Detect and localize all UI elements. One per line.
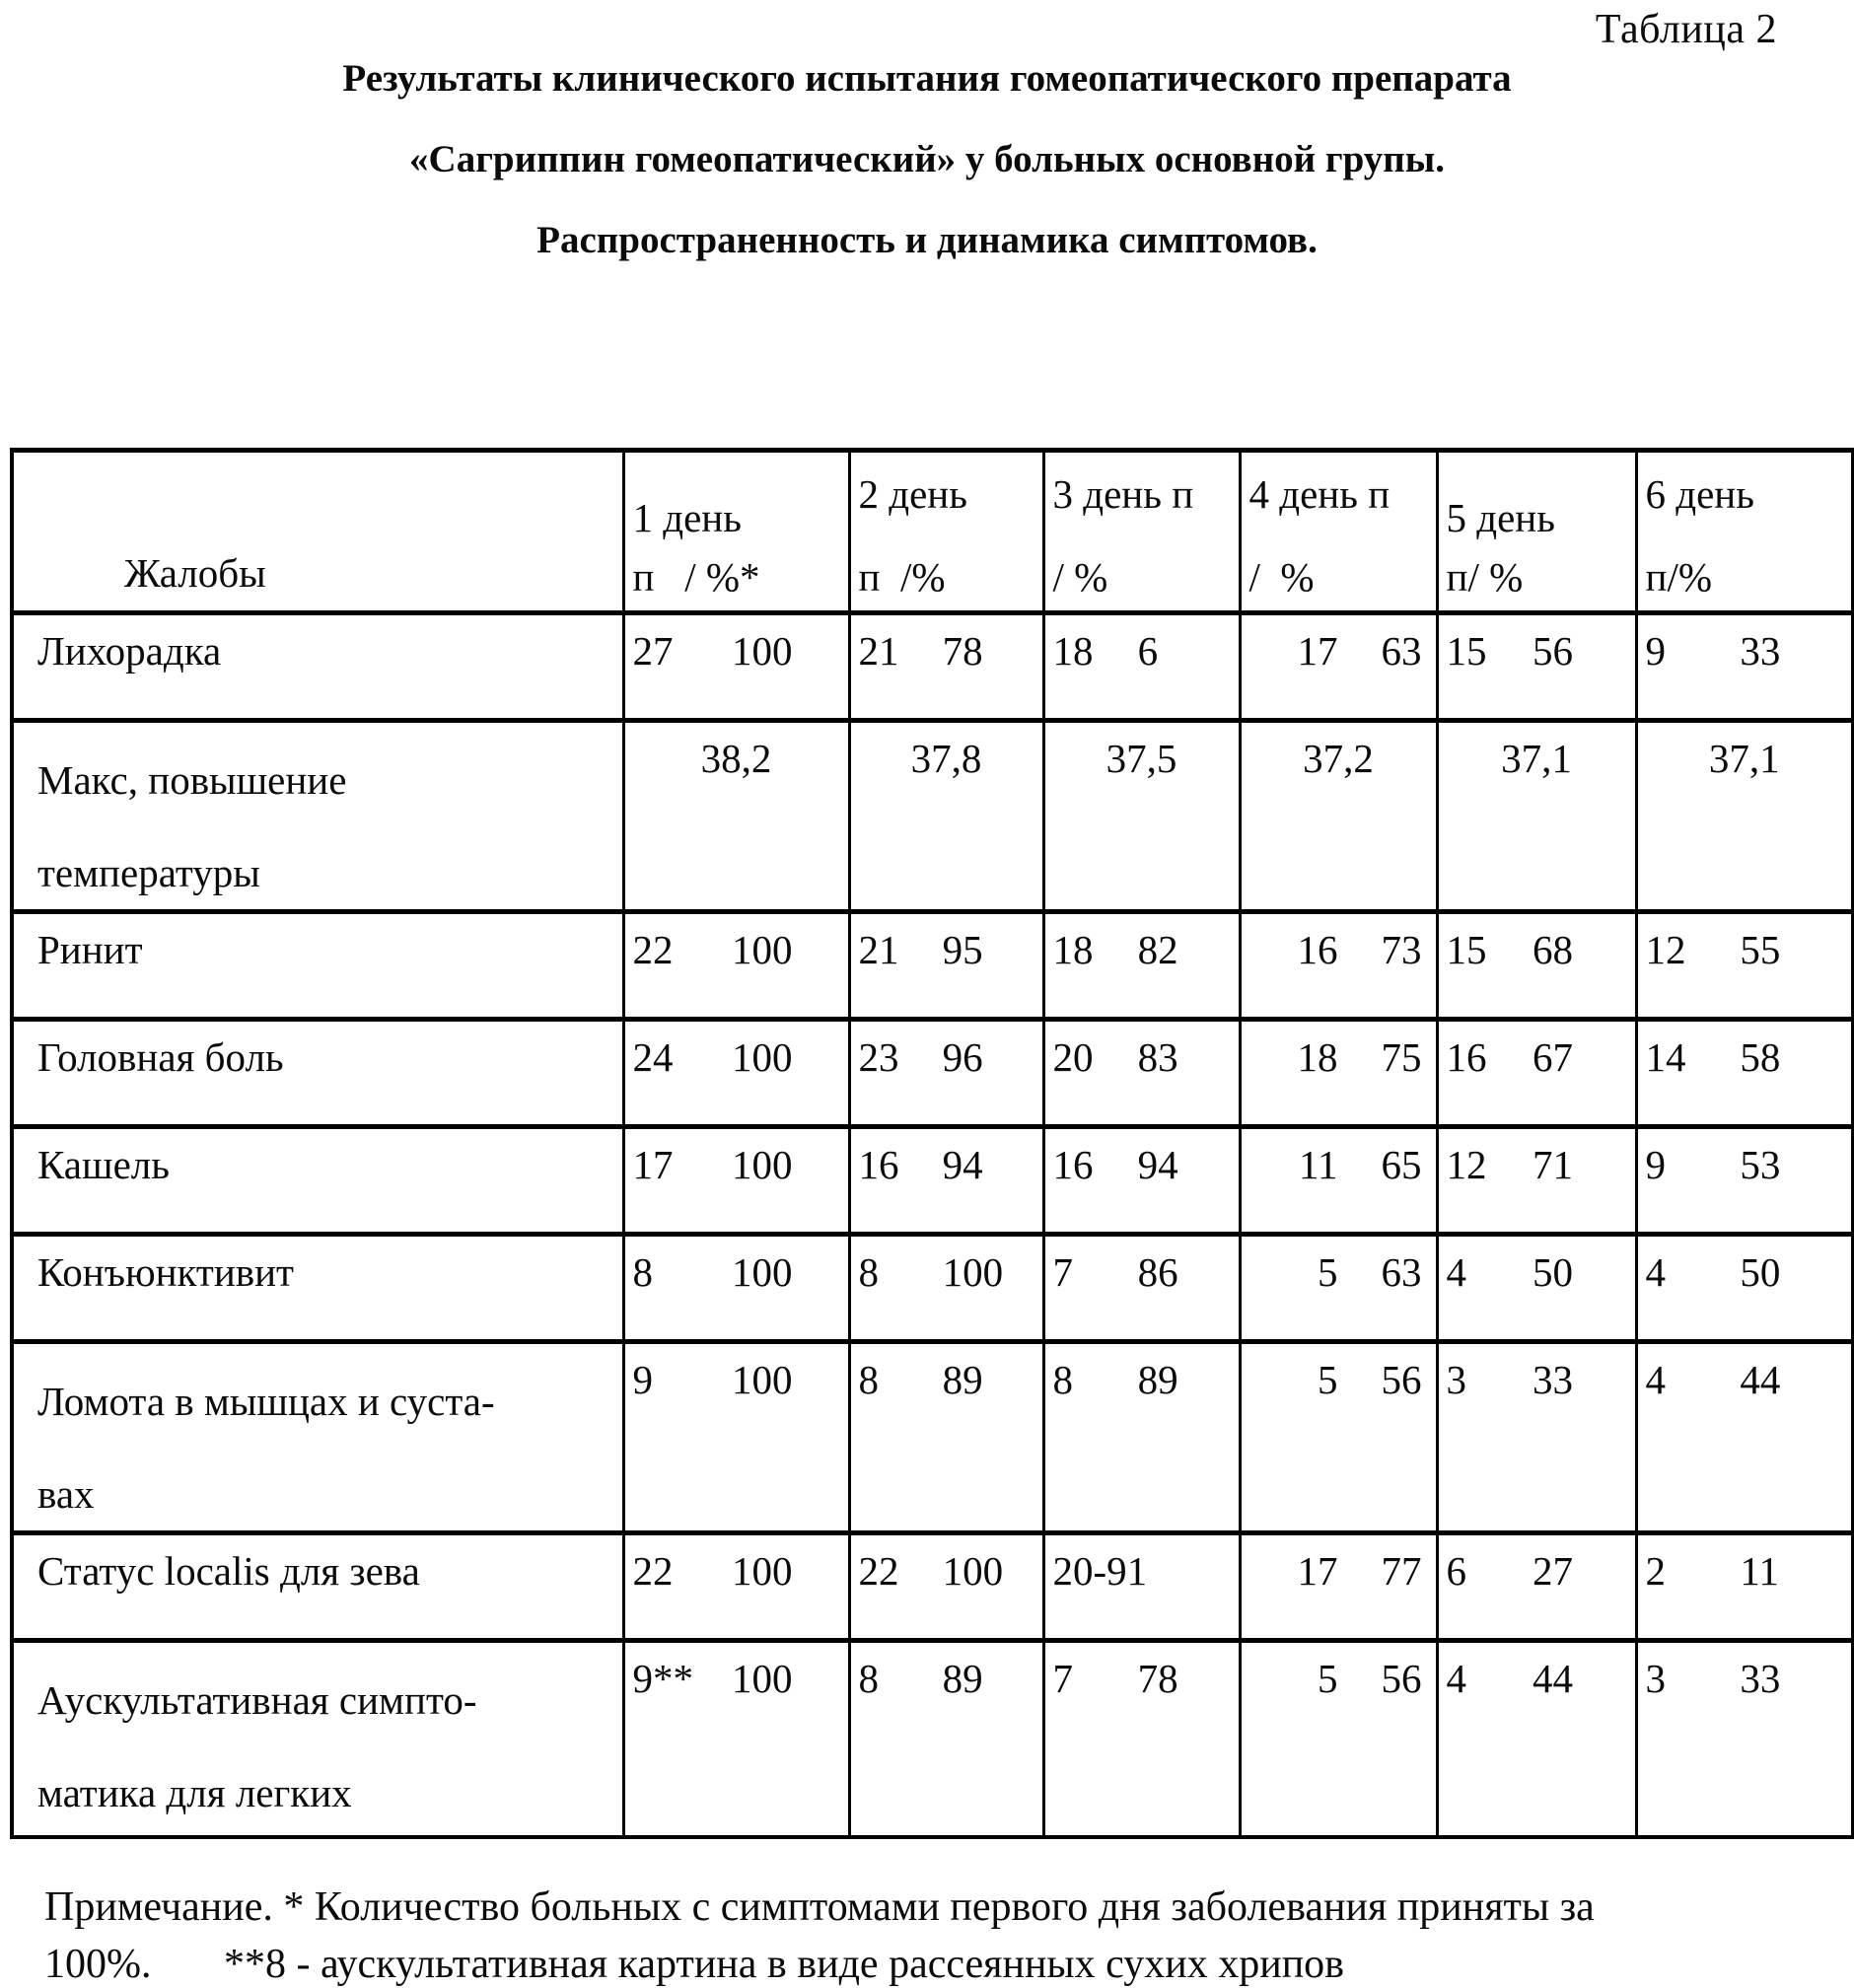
- day-header-5-title: 5 день: [1446, 495, 1555, 540]
- cell-percent: 67: [1533, 1034, 1574, 1080]
- row-label: [12, 613, 623, 721]
- table-row: [12, 1342, 1853, 1533]
- cell-day-4: [1240, 721, 1437, 912]
- cell-percent: 100: [731, 1548, 793, 1594]
- row-label-line: температуры: [37, 850, 260, 895]
- cell-percent: 89: [942, 1357, 983, 1402]
- cell-percent: 73: [1381, 927, 1422, 972]
- cell-day-1: [623, 721, 849, 912]
- cell-percent: 11: [1740, 1548, 1779, 1594]
- cell-day-1: [623, 1235, 849, 1342]
- cell-count: 3: [1446, 1357, 1466, 1402]
- cell-percent: 83: [1137, 1034, 1178, 1080]
- cell-count: 7: [1052, 1249, 1073, 1295]
- title-line-1: Результаты клинического испытания гомеопатического препарата: [342, 57, 1512, 100]
- cell-day-6: [1636, 912, 1853, 1020]
- cell-percent: 33: [1740, 628, 1781, 674]
- day-header-5-units: п/ %: [1446, 554, 1524, 600]
- cell-percent: 63: [1381, 1249, 1422, 1295]
- cell-count: 22: [632, 927, 674, 972]
- cell-count: 18: [1052, 628, 1094, 674]
- cell-value: 38,2: [700, 736, 772, 781]
- cell-day-2: [849, 1533, 1043, 1641]
- table-row: [12, 1127, 1853, 1235]
- cell-count: 16: [1297, 927, 1338, 972]
- cell-day-4: [1240, 1533, 1437, 1641]
- cell-count: 17: [1297, 1548, 1338, 1594]
- cell-percent: 100: [731, 1034, 793, 1080]
- cell-count: 15: [1446, 927, 1487, 972]
- cell-count: 6: [1446, 1548, 1466, 1594]
- cell-percent: 94: [942, 1142, 983, 1187]
- cell-count: 8: [858, 1656, 879, 1701]
- cell-percent: 56: [1381, 1357, 1422, 1402]
- cell-day-3: [1043, 721, 1240, 912]
- day-header-3-units: / %: [1052, 554, 1108, 600]
- cell-day-6: [1636, 1533, 1853, 1641]
- cell-count: 16: [1446, 1034, 1487, 1080]
- cell-count: 17: [632, 1142, 674, 1187]
- cell-count: 20-91: [1052, 1548, 1148, 1594]
- cell-percent: 86: [1137, 1249, 1178, 1295]
- row-label-line: Ломота в мышцах и суста-: [37, 1379, 495, 1424]
- cell-percent: 27: [1533, 1548, 1574, 1594]
- cell-percent: 56: [1381, 1656, 1422, 1701]
- cell-day-4: [1240, 613, 1437, 721]
- cell-day-3: [1043, 1533, 1240, 1641]
- cell-count: 18: [1297, 1034, 1338, 1080]
- row-label-line: Аускультативная симпто-: [37, 1677, 477, 1723]
- cell-day-5: [1437, 1641, 1636, 1837]
- row-label-line: Статус localis для зева: [37, 1548, 420, 1594]
- cell-count: 5: [1318, 1249, 1338, 1295]
- cell-count: 17: [1297, 628, 1338, 674]
- cell-percent: 44: [1533, 1656, 1574, 1701]
- cell-day-3: [1043, 613, 1240, 721]
- table-row: [12, 613, 1853, 721]
- cell-day-1: [623, 1342, 849, 1533]
- cell-count: 22: [858, 1548, 899, 1594]
- cell-count: 4: [1446, 1249, 1466, 1295]
- cell-day-1: [623, 1533, 849, 1641]
- cell-day-4: [1240, 1020, 1437, 1127]
- cell-day-3: [1043, 1020, 1240, 1127]
- cell-day-6: [1636, 1127, 1853, 1235]
- row-label-line: вах: [37, 1471, 95, 1517]
- cell-day-2: [849, 1235, 1043, 1342]
- cell-value: 37,5: [1105, 736, 1177, 781]
- cell-value: 37,8: [910, 736, 982, 781]
- cell-count: 24: [632, 1034, 674, 1080]
- cell-day-3: [1043, 912, 1240, 1020]
- cell-day-1: [623, 1020, 849, 1127]
- cell-count: 9: [1645, 1142, 1666, 1187]
- cell-day-2: [849, 1020, 1043, 1127]
- day-header-6-units: п/%: [1645, 554, 1712, 600]
- cell-count: 16: [858, 1142, 899, 1187]
- cell-day-1: [623, 613, 849, 721]
- cell-percent: 100: [731, 1357, 793, 1402]
- day-header-1-title: 1 день: [632, 495, 742, 540]
- cell-day-1: [623, 1641, 849, 1837]
- cell-count: 3: [1645, 1656, 1666, 1701]
- cell-day-6: [1636, 721, 1853, 912]
- row-label-line: матика для легких: [37, 1770, 352, 1815]
- row-label: [12, 1020, 623, 1127]
- cell-percent: 96: [942, 1034, 983, 1080]
- cell-percent: 95: [942, 927, 983, 972]
- cell-percent: 100: [731, 1656, 793, 1701]
- day-header-2: [849, 451, 1043, 613]
- row-label: [12, 1235, 623, 1342]
- cell-percent: 78: [1137, 1656, 1178, 1701]
- table-row: [12, 721, 1853, 912]
- footnote-line-1: Примечание. * Количество больных с симптомами первого дня заболевания приняты за: [44, 1884, 1595, 1930]
- cell-percent: 33: [1740, 1656, 1781, 1701]
- row-label: [12, 1533, 623, 1641]
- day-header-5: [1437, 451, 1636, 613]
- cell-day-5: [1437, 721, 1636, 912]
- cell-day-1: [623, 912, 849, 1020]
- table-row: [12, 912, 1853, 1020]
- day-header-3-title: 3 день п: [1052, 471, 1194, 517]
- cell-count: 7: [1052, 1656, 1073, 1701]
- cell-count: 8: [858, 1357, 879, 1402]
- cell-count: 20: [1052, 1034, 1094, 1080]
- cell-percent: 58: [1740, 1034, 1781, 1080]
- footnote-line-2: 100%. **8 - аускультативная картина в виде рассеянных сухих хрипов: [44, 1942, 1344, 1987]
- cell-percent: 100: [731, 927, 793, 972]
- day-header-6-title: 6 день: [1645, 471, 1754, 517]
- row-label-line: Кашель: [37, 1142, 170, 1187]
- cell-percent: 33: [1533, 1357, 1574, 1402]
- cell-day-6: [1636, 613, 1853, 721]
- cell-percent: 94: [1137, 1142, 1178, 1187]
- cell-count: 8: [1052, 1357, 1073, 1402]
- cell-day-5: [1437, 1342, 1636, 1533]
- cell-percent: 100: [731, 628, 793, 674]
- cell-percent: 100: [731, 1142, 793, 1187]
- cell-day-6: [1636, 1020, 1853, 1127]
- cell-value: 37,1: [1708, 736, 1780, 781]
- cell-count: 9**: [632, 1656, 693, 1701]
- day-header-4-units: / %: [1248, 554, 1315, 600]
- cell-percent: 89: [1137, 1357, 1178, 1402]
- day-header-4-title: 4 день п: [1248, 471, 1390, 517]
- cell-day-2: [849, 1342, 1043, 1533]
- cell-count: 16: [1052, 1142, 1094, 1187]
- cell-count: 4: [1446, 1656, 1466, 1701]
- cell-day-2: [849, 1641, 1043, 1837]
- cell-count: 12: [1645, 927, 1686, 972]
- cell-day-1: [623, 1127, 849, 1235]
- cell-count: 22: [632, 1548, 674, 1594]
- cell-day-2: [849, 912, 1043, 1020]
- cell-count: 12: [1446, 1142, 1487, 1187]
- cell-count: 4: [1645, 1249, 1666, 1295]
- row-label: [12, 912, 623, 1020]
- row-label: [12, 1342, 623, 1533]
- row-label: [12, 1641, 623, 1837]
- complaints-header: Жалобы: [12, 451, 623, 613]
- row-label-line: Макс, повышение: [37, 757, 347, 803]
- cell-value: 37,1: [1501, 736, 1572, 781]
- cell-percent: 50: [1533, 1249, 1574, 1295]
- cell-percent: 53: [1740, 1142, 1781, 1187]
- row-label-line: Головная боль: [37, 1034, 284, 1080]
- cell-percent: 68: [1533, 927, 1574, 972]
- cell-percent: 89: [942, 1656, 983, 1701]
- table-row: [12, 1020, 1853, 1127]
- cell-count: 21: [858, 927, 899, 972]
- day-header-3: [1043, 451, 1240, 613]
- cell-percent: 77: [1381, 1548, 1422, 1594]
- cell-percent: 44: [1740, 1357, 1781, 1402]
- cell-count: 14: [1645, 1034, 1686, 1080]
- cell-day-5: [1437, 613, 1636, 721]
- day-header-6: [1636, 451, 1853, 613]
- cell-count: 2: [1645, 1548, 1666, 1594]
- day-header-2-title: 2 день: [858, 471, 967, 517]
- cell-percent: 50: [1740, 1249, 1781, 1295]
- cell-count: 5: [1318, 1357, 1338, 1402]
- day-header-2-units: п /%: [858, 554, 946, 600]
- cell-day-3: [1043, 1641, 1240, 1837]
- cell-day-4: [1240, 912, 1437, 1020]
- cell-day-2: [849, 721, 1043, 912]
- cell-percent: 55: [1740, 927, 1781, 972]
- table-number-label: Таблица 2: [1595, 7, 1777, 52]
- cell-day-6: [1636, 1641, 1853, 1837]
- cell-count: 18: [1052, 927, 1094, 972]
- document-title: [0, 55, 1854, 298]
- cell-day-6: [1636, 1342, 1853, 1533]
- cell-day-2: [849, 613, 1043, 721]
- cell-percent: 82: [1137, 927, 1178, 972]
- cell-count: 11: [1299, 1142, 1338, 1187]
- header-row: [12, 451, 1853, 613]
- cell-value: 37,2: [1303, 736, 1374, 781]
- title-line-3: Распространенность и динамика симптомов.: [536, 219, 1318, 261]
- cell-day-5: [1437, 1533, 1636, 1641]
- row-label: [12, 1127, 623, 1235]
- cell-day-5: [1437, 1127, 1636, 1235]
- cell-day-4: [1240, 1235, 1437, 1342]
- row-label: [12, 721, 623, 912]
- cell-day-6: [1636, 1235, 1853, 1342]
- cell-percent: 6: [1137, 628, 1159, 674]
- day-header-1: [623, 451, 849, 613]
- row-label-line: Ринит: [37, 927, 143, 972]
- cell-percent: 71: [1533, 1142, 1574, 1187]
- symptoms-table-body: [12, 613, 1853, 1837]
- cell-percent: 100: [942, 1249, 1004, 1295]
- cell-count: 15: [1446, 628, 1487, 674]
- day-header-1-units: п / %*: [632, 554, 760, 600]
- cell-day-3: [1043, 1235, 1240, 1342]
- cell-day-3: [1043, 1342, 1240, 1533]
- cell-count: 23: [858, 1034, 899, 1080]
- cell-percent: 56: [1533, 628, 1574, 674]
- cell-count: 27: [632, 628, 674, 674]
- cell-percent: 100: [731, 1249, 793, 1295]
- cell-count: 4: [1645, 1357, 1666, 1402]
- cell-count: 9: [632, 1357, 653, 1402]
- footnote: [44, 1879, 1595, 1988]
- cell-day-4: [1240, 1127, 1437, 1235]
- cell-count: 5: [1318, 1656, 1338, 1701]
- day-header-4: [1240, 451, 1437, 613]
- cell-day-3: [1043, 1127, 1240, 1235]
- cell-day-5: [1437, 1020, 1636, 1127]
- symptoms-table: [10, 448, 1854, 1839]
- cell-count: 8: [632, 1249, 653, 1295]
- table-row: [12, 1235, 1853, 1342]
- cell-count: 21: [858, 628, 899, 674]
- cell-percent: 63: [1381, 628, 1422, 674]
- row-label-line: Конъюнктивит: [37, 1249, 294, 1295]
- cell-percent: 75: [1381, 1034, 1422, 1080]
- table-row: [12, 1641, 1853, 1837]
- cell-percent: 100: [942, 1548, 1004, 1594]
- cell-day-5: [1437, 912, 1636, 1020]
- cell-day-4: [1240, 1342, 1437, 1533]
- cell-day-2: [849, 1127, 1043, 1235]
- cell-count: 9: [1645, 628, 1666, 674]
- cell-day-4: [1240, 1641, 1437, 1837]
- table-row: [12, 1533, 1853, 1641]
- title-line-2: «Сагриппин гомеопатический» у больных основной групы.: [409, 138, 1445, 180]
- cell-percent: 78: [942, 628, 983, 674]
- row-label-line: Лихорадка: [37, 628, 222, 674]
- cell-day-5: [1437, 1235, 1636, 1342]
- cell-percent: 65: [1381, 1142, 1422, 1187]
- cell-count: 8: [858, 1249, 879, 1295]
